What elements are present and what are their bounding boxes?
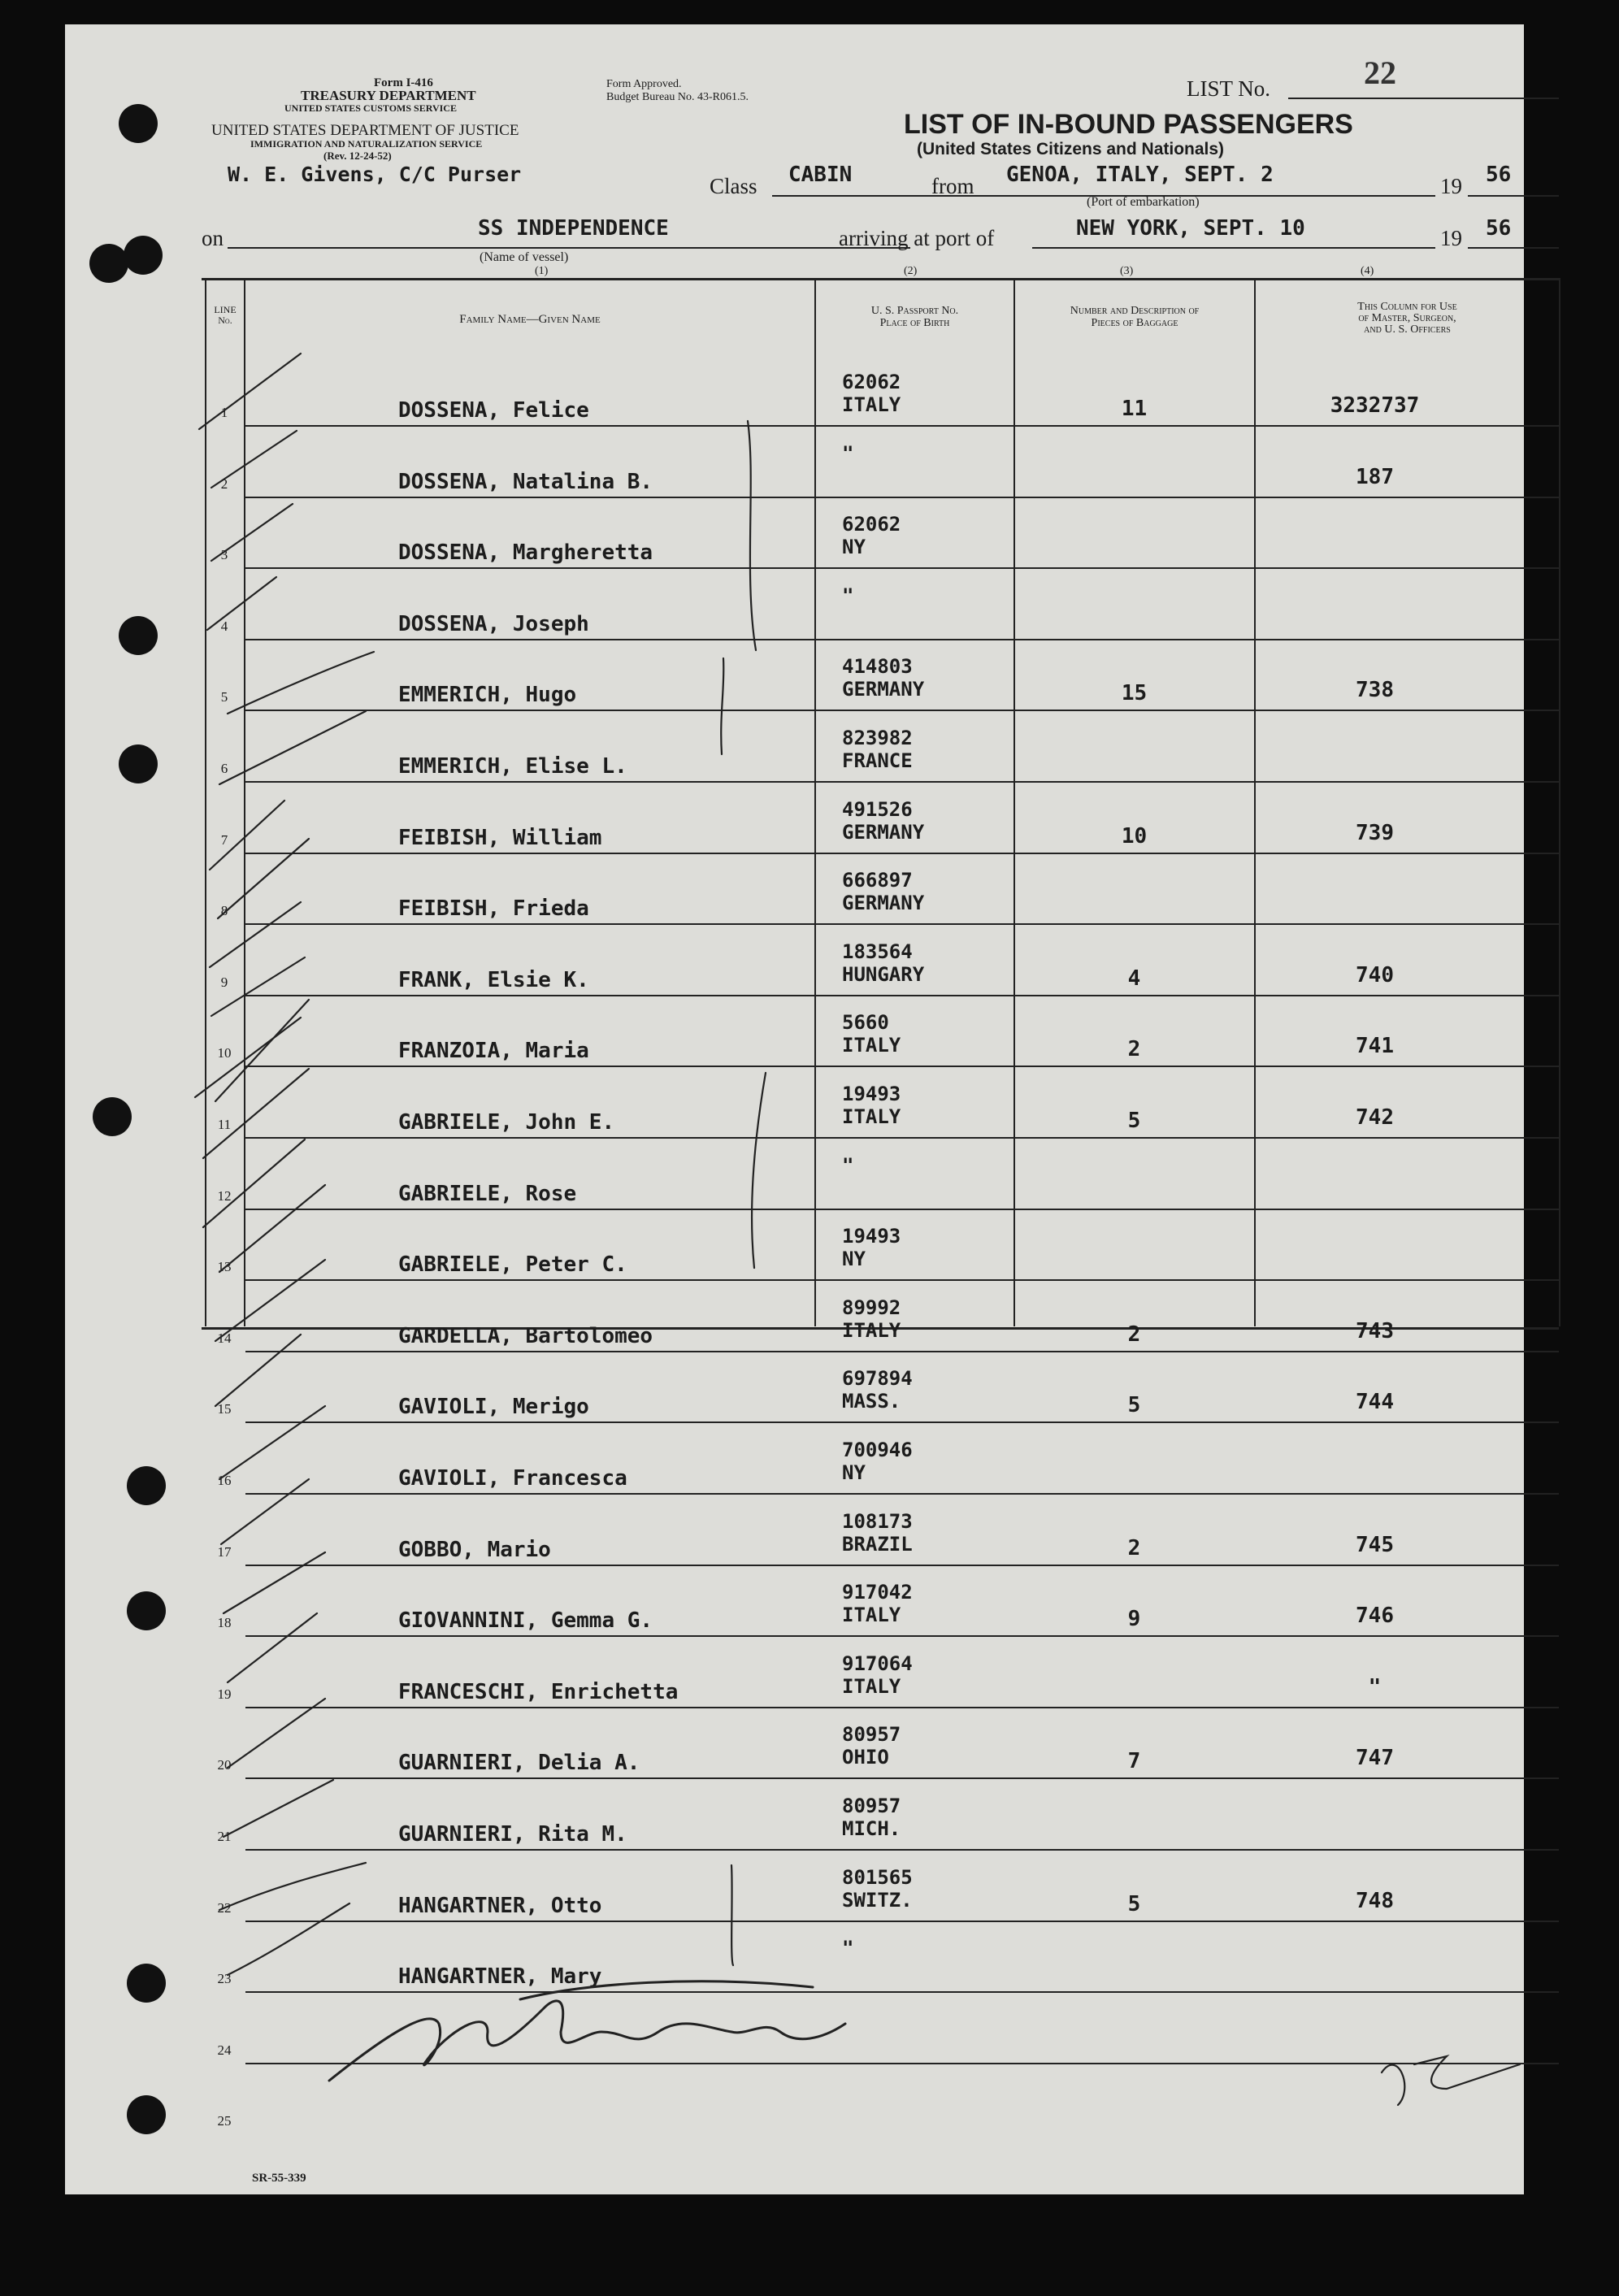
header-passport: U. S. Passport No. (870, 305, 959, 317)
year-value: 56 (1486, 216, 1512, 241)
passport-number: " (842, 442, 854, 465)
passenger-name: GARDELLA, Bartolomeo (398, 1324, 653, 1348)
passenger-name: HANGARTNER, Otto (398, 1894, 602, 1918)
list-number-label: LIST No. (1187, 76, 1271, 101)
line-number: 8 (220, 903, 228, 918)
vessel-name: SS INDEPENDENCE (478, 216, 669, 241)
passenger-name: EMMERICH, Elise L. (398, 754, 627, 779)
form-revision: (Rev. 12-24-52) (323, 150, 392, 162)
passenger-name: HANGARTNER, Mary (398, 1964, 602, 1989)
header-baggage: Number and Description of (1070, 305, 1200, 317)
form-approved: Form Approved. (606, 78, 682, 90)
place-of-birth: GERMANY (842, 821, 925, 844)
line-number: 24 (217, 2042, 232, 2058)
baggage-count: 5 (1127, 1109, 1141, 1133)
officer-entry: 744 (1356, 1390, 1394, 1414)
passenger-name: GUARNIERI, Delia A. (398, 1751, 640, 1775)
passport-number: 62062 (842, 371, 901, 393)
line-number: 10 (217, 1045, 232, 1061)
passenger-name: DOSSENA, Margheretta (398, 540, 653, 565)
passport-number: 823982 (842, 727, 913, 749)
column-number: (3) (1120, 265, 1134, 277)
officer-entry: 747 (1356, 1746, 1394, 1770)
passport-number: 108173 (842, 1510, 913, 1533)
form-code: SR-55-339 (252, 2172, 306, 2185)
class-value: CABIN (788, 163, 853, 187)
passenger-name: FRANCESCHI, Enrichetta (398, 1680, 679, 1704)
line-number: 14 (217, 1330, 232, 1346)
officer-entry: 740 (1356, 963, 1394, 987)
passenger-name: DOSSENA, Joseph (398, 612, 589, 636)
place-of-birth: ITALY (842, 393, 901, 416)
passenger-name: GUARNIERI, Rita M. (398, 1822, 627, 1847)
passenger-name: FRANZOIA, Maria (398, 1039, 589, 1063)
treasury-department: TREASURY DEPARTMENT (301, 88, 476, 103)
passport-number: 666897 (842, 869, 913, 892)
justice-department: UNITED STATES DEPARTMENT OF JUSTICE (211, 122, 519, 139)
passport-number: 19493 (842, 1083, 901, 1105)
officer-entry: 741 (1356, 1034, 1394, 1058)
line-number: 12 (217, 1188, 232, 1204)
officer-entry: 3232737 (1330, 393, 1420, 418)
passport-number: 5660 (842, 1011, 889, 1034)
form-subtitle: (United States Citizens and Nationals) (917, 140, 1225, 158)
baggage-count: 5 (1127, 1393, 1141, 1417)
baggage-count: 15 (1121, 681, 1148, 705)
header-officers: of Master, Surgeon, (1358, 312, 1456, 324)
vessel-caption: (Name of vessel) (480, 250, 569, 264)
place-of-birth: GERMANY (842, 678, 925, 701)
officer-entry: 743 (1356, 1319, 1394, 1343)
line-number: 13 (217, 1259, 232, 1274)
line-number: 4 (220, 618, 228, 634)
line-number: 18 (217, 1615, 232, 1630)
handwritten-annotations (65, 24, 1524, 2194)
baggage-count: 11 (1121, 397, 1148, 421)
passenger-name: GAVIOLI, Merigo (398, 1395, 589, 1419)
passport-number: 917064 (842, 1652, 913, 1675)
place-of-birth: NY (842, 1248, 866, 1270)
line-number: 9 (220, 974, 228, 990)
line-number: 6 (220, 761, 228, 776)
column-number: (2) (904, 265, 918, 277)
place-of-birth: ITALY (842, 1105, 901, 1128)
place-of-birth: FRANCE (842, 749, 913, 772)
passport-number: 80957 (842, 1723, 901, 1746)
passport-number: 89992 (842, 1296, 901, 1319)
baggage-count: 2 (1127, 1037, 1141, 1061)
line-number: 3 (220, 547, 228, 562)
passenger-name: GIOVANNINI, Gemma G. (398, 1608, 653, 1633)
on-label: on (202, 226, 224, 250)
year-prefix: 19 (1440, 174, 1462, 198)
baggage-count: 7 (1127, 1749, 1141, 1773)
place-of-birth: OHIO (842, 1746, 889, 1769)
port-embarkation-caption: (Port of embarkation) (1087, 195, 1200, 209)
place-of-birth: HUNGARY (842, 963, 925, 986)
passenger-name: GABRIELE, Rose (398, 1182, 577, 1206)
passenger-name: GABRIELE, John E. (398, 1110, 615, 1135)
passenger-name: FEIBISH, Frieda (398, 896, 589, 921)
passport-number: " (842, 584, 854, 607)
passport-number: 801565 (842, 1866, 913, 1889)
officer-entry: 748 (1356, 1889, 1394, 1913)
line-number: 17 (217, 1544, 232, 1560)
baggage-count: 2 (1127, 1322, 1141, 1347)
line-number: 20 (217, 1757, 232, 1773)
line-number: 15 (217, 1401, 232, 1417)
baggage-count: 10 (1121, 824, 1148, 849)
place-of-birth: MICH. (842, 1817, 901, 1840)
passenger-name: EMMERICH, Hugo (398, 683, 577, 707)
header-line-number: LINE No. (214, 304, 237, 326)
officer-entry: 745 (1356, 1533, 1394, 1557)
passenger-name: FEIBISH, William (398, 826, 602, 850)
passenger-name: GABRIELE, Peter C. (398, 1252, 627, 1277)
arriving-label: arriving at port of (839, 226, 995, 250)
passport-number: 183564 (842, 940, 913, 963)
line-number: 25 (217, 2113, 232, 2129)
passenger-name: DOSSENA, Felice (398, 398, 589, 423)
header-baggage-pieces: Pieces of Baggage (1091, 317, 1178, 329)
year-prefix: 19 (1440, 226, 1462, 250)
year-value: 56 (1486, 163, 1512, 187)
baggage-count: 5 (1127, 1892, 1141, 1916)
officer-entry: 746 (1356, 1604, 1394, 1628)
place-of-birth: GERMANY (842, 892, 925, 914)
passenger-name: GOBBO, Mario (398, 1538, 551, 1562)
place-of-birth: NY (842, 1461, 866, 1484)
line-number: 1 (220, 405, 228, 420)
header-officers: and U. S. Officers (1364, 323, 1451, 336)
passport-number: 80957 (842, 1795, 901, 1817)
officer-entry: " (1368, 1675, 1382, 1699)
header-officers: This Column for Use (1357, 301, 1457, 313)
customs-service: UNITED STATES CUSTOMS SERVICE (284, 102, 457, 114)
passport-number: 491526 (842, 798, 913, 821)
passport-number: " (842, 1937, 854, 1960)
passport-number: 19493 (842, 1225, 901, 1248)
place-of-birth: MASS. (842, 1390, 901, 1413)
baggage-count: 9 (1127, 1607, 1141, 1631)
passenger-name: FRANK, Elsie K. (398, 968, 589, 992)
line-number: 5 (220, 689, 228, 705)
line-number: 22 (217, 1900, 232, 1916)
line-number: 11 (217, 1117, 232, 1132)
passenger-name: GAVIOLI, Francesca (398, 1466, 627, 1491)
budget-bureau: Budget Bureau No. 43-R061.5. (606, 91, 749, 103)
form-number: Form I-416 (374, 76, 433, 89)
baggage-count: 4 (1127, 966, 1141, 991)
passport-number: 62062 (842, 513, 901, 536)
list-number-value: 22 (1364, 54, 1396, 91)
header-place-of-birth: Place of Birth (879, 317, 950, 329)
place-of-birth: ITALY (842, 1034, 901, 1057)
officer-entry: 738 (1356, 678, 1394, 702)
document-page (65, 24, 1524, 2194)
officer-entry: 742 (1356, 1105, 1394, 1130)
header-family-name: Family Name—Given Name (459, 313, 601, 326)
line-number: 2 (220, 476, 228, 492)
baggage-count: 2 (1127, 1536, 1141, 1560)
passport-number: 917042 (842, 1581, 913, 1604)
place-of-birth: BRAZIL (842, 1533, 913, 1556)
from-label: from (931, 174, 974, 198)
passenger-name: DOSSENA, Natalina B. (398, 470, 653, 494)
place-of-birth: ITALY (842, 1319, 901, 1342)
arrival-port: NEW YORK, SEPT. 10 (1076, 216, 1305, 241)
line-number: 23 (217, 1971, 232, 1986)
line-number: 21 (217, 1829, 232, 1844)
line-number: 7 (220, 832, 228, 848)
line-number: 19 (217, 1686, 232, 1702)
column-number: (1) (535, 265, 549, 277)
officer-entry: 739 (1356, 821, 1394, 845)
form-title: LIST OF IN-BOUND PASSENGERS (904, 109, 1353, 140)
place-of-birth: NY (842, 536, 866, 558)
place-of-birth: ITALY (842, 1604, 901, 1626)
line-number: 16 (217, 1473, 232, 1488)
immigration-service: IMMIGRATION AND NATURALIZATION SERVICE (250, 138, 483, 150)
column-number: (4) (1361, 265, 1374, 277)
place-of-birth: SWITZ. (842, 1889, 913, 1912)
passport-number: 700946 (842, 1439, 913, 1461)
passport-number: 697894 (842, 1367, 913, 1390)
place-of-birth: ITALY (842, 1675, 901, 1698)
passport-number: " (842, 1154, 854, 1177)
officer-entry: 187 (1356, 465, 1394, 489)
embarkation-port: GENOA, ITALY, SEPT. 2 (1006, 163, 1274, 187)
class-label: Class (710, 174, 757, 198)
passport-number: 414803 (842, 655, 913, 678)
purser-name: W. E. Givens, C/C Purser (228, 163, 522, 186)
